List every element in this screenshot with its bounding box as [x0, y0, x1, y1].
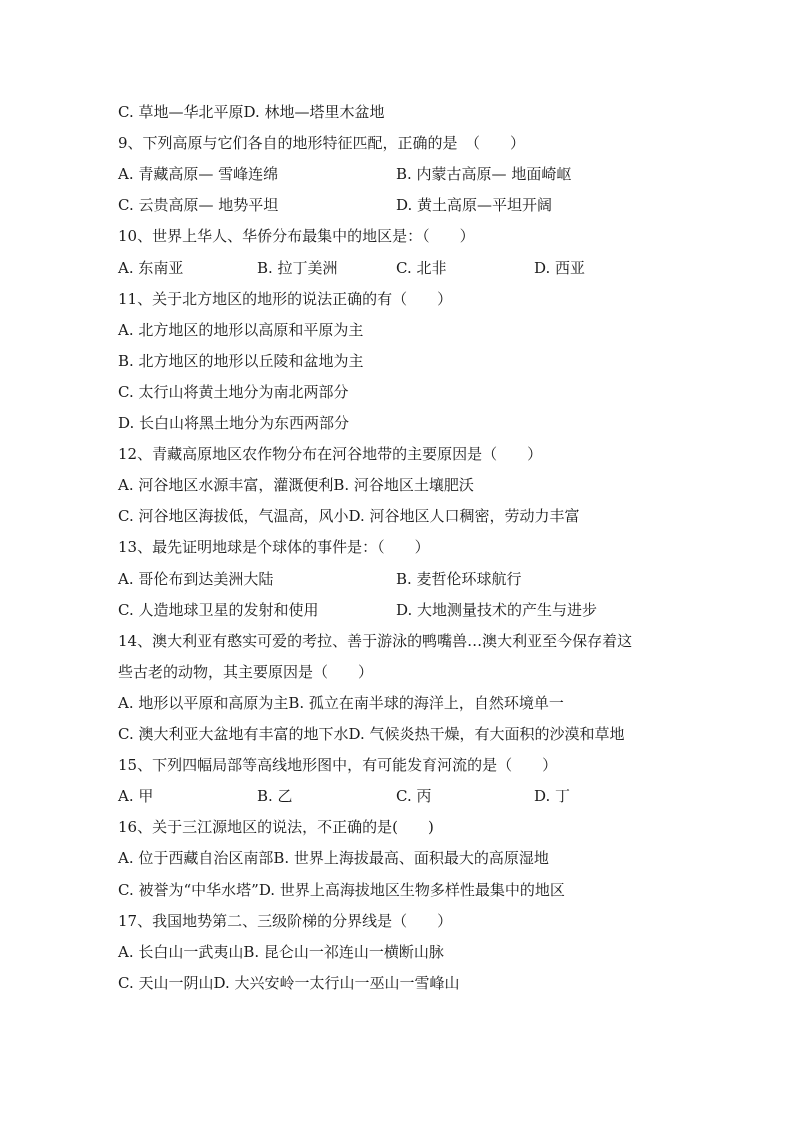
- question-stem: 15、下列四幅局部等高线地形图中，有可能发育河流的是（ ）: [118, 756, 558, 775]
- option-right: D. 黄土高原—平坦开阔: [396, 196, 553, 215]
- question-stem: 11、关于北方地区的地形的说法正确的有（ ）: [118, 289, 453, 308]
- option-line: C. 被誉为“中华水塔”D. 世界上高海拔地区生物多样性最集中的地区: [118, 880, 565, 899]
- option-line: A. 长白山一武夷山B. 昆仑山一祁连山一横断山脉: [118, 942, 444, 961]
- question-stem: 14、澳大利亚有憨实可爱的考拉、善于游泳的鸭嘴兽…澳大利亚至今保存着这: [118, 631, 633, 650]
- option-right: B. 内蒙古高原— 地面崎岖: [396, 165, 572, 184]
- option-line: A. 地形以平原和高原为主B. 孤立在南半球的海洋上，自然环境单一: [118, 693, 564, 712]
- option-line: A. 北方地区的地形以高原和平原为主: [118, 320, 364, 339]
- option-line: C. 草地—华北平原D. 林地—塔里木盆地: [118, 103, 385, 121]
- option-left: C. 人造地球卫星的发射和使用: [118, 600, 319, 619]
- question-stem: 9、下列高原与它们各自的地形特征匹配，正确的是 （ ）: [118, 134, 526, 153]
- option-line: C. 河谷地区海拔低，气温高，风小D. 河谷地区人口稠密，劳动力丰富: [118, 507, 580, 526]
- question-stem: 17、我国地势第二、三级阶梯的分界线是（ ）: [118, 911, 453, 930]
- question-stem: 16、关于三江源地区的说法，不正确的是( ): [118, 818, 434, 837]
- option-a: A. 甲: [118, 787, 154, 806]
- option-left: A. 青藏高原— 雪峰连绵: [118, 165, 279, 184]
- option-line: A. 河谷地区水源丰富，灌溉便利B. 河谷地区土壤肥沃: [118, 476, 474, 495]
- option-b: B. 乙: [257, 787, 293, 806]
- option-line: D. 长白山将黑土地分为东西两部分: [118, 414, 350, 432]
- option-b: B. 拉丁美洲: [257, 258, 338, 277]
- option-a: A. 东南亚: [118, 258, 184, 277]
- option-right: B. 麦哲伦环球航行: [396, 569, 522, 588]
- option-c: C. 丙: [396, 787, 432, 806]
- option-line: B. 北方地区的地形以丘陵和盆地为主: [118, 351, 364, 370]
- option-d: D. 西亚: [534, 258, 586, 277]
- option-line: C. 澳大利亚大盆地有丰富的地下水D. 气候炎热干燥，有大面积的沙漠和草地: [118, 725, 625, 743]
- option-line: C. 天山一阴山D. 大兴安岭一太行山一巫山一雪峰山: [118, 973, 460, 992]
- option-right: D. 大地测量技术的产生与进步: [396, 600, 598, 619]
- question-stem: 10、世界上华人、华侨分布最集中的地区是：（ ）: [118, 227, 475, 246]
- option-left: C. 云贵高原— 地势平坦: [118, 196, 279, 215]
- option-d: D. 丁: [534, 787, 571, 806]
- option-line: A. 位于西藏自治区南部B. 世界上海拔最高、面积最大的高原湿地: [118, 849, 549, 868]
- option-line: C. 太行山将黄土地分为南北两部分: [118, 382, 349, 401]
- option-c: C. 北非: [396, 258, 447, 277]
- question-stem: 12、青藏高原地区农作物分布在河谷地带的主要原因是（ ）: [118, 445, 543, 464]
- question-stem: 13、最先证明地球是个球体的事件是：（ ）: [118, 538, 430, 557]
- option-left: A. 哥伦布到达美洲大陆: [118, 569, 274, 588]
- question-stem: 些古老的动物，其主要原因是（ ）: [118, 662, 374, 681]
